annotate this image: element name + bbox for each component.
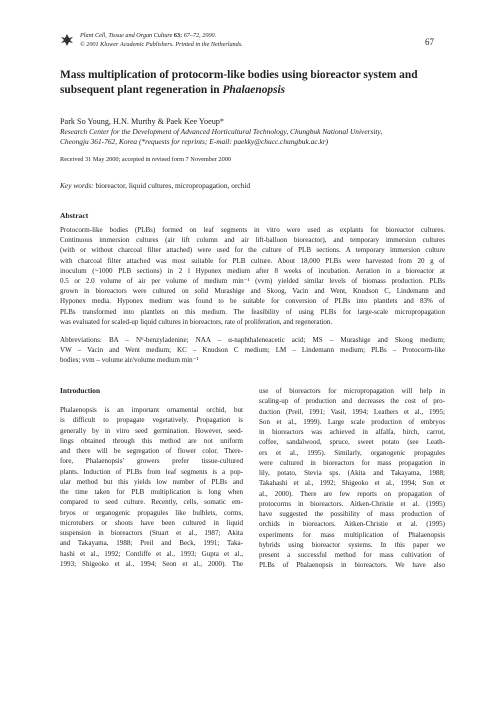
received-dates: Received 31 May 2000; accepted in revised form 7 November 2000 bbox=[60, 156, 232, 163]
copyright-line: © 2001 Kluwer Academic Publishers. Printed in the Netherlands. bbox=[80, 41, 243, 48]
body-line: PLBs of Phalaenopsis in bioreactors. We have also bbox=[259, 561, 445, 570]
body-line: Son et al., 1999). Large scale production of embryos bbox=[259, 417, 445, 426]
body-line: have suggested the possibility of mass production of bbox=[259, 510, 445, 518]
abstract-line: with charcoal filter attached was most suitable for PLB culture. About 18,000 PLBs were harvested from 20 g of bbox=[60, 256, 445, 265]
body-line: experiments for mass multiplication of Phalaenopsis bbox=[259, 530, 445, 539]
body-line: is difficult to propagate vegetatively. Propagation is bbox=[60, 416, 243, 425]
body-line: fore, Phalaenopsis’ growers prefer tissue-cultured bbox=[60, 457, 243, 466]
body-line: protocorms in bioreactors. Aitken-Christie et al. (1995) bbox=[259, 499, 445, 508]
title-genus: Phalaenopsis bbox=[222, 83, 286, 96]
journal-volume: 63: bbox=[173, 32, 183, 39]
body-line: use of bioreactors for micropropagation will help in bbox=[259, 387, 445, 395]
abstract-line: 0.5 or 2.0 volume of air per volume of medium min⁻¹ (vvm) yielded similar levels of biomass production. PLBs bbox=[60, 277, 445, 286]
abstract-line: was evaluated for scaled-up liquid cultures in bioreactors, rate of proliferation, and regeneration. bbox=[60, 317, 333, 326]
body-line: compared to seed culture. Recently, cells, somatic em- bbox=[60, 498, 243, 507]
introduction-heading: Introduction bbox=[60, 386, 101, 395]
abstract-line: PLBs transformed into plantlets on this medium. The feasibility of using PLBs for large-scale micropropagation bbox=[60, 307, 445, 316]
body-line: in bioreactors was achieved in alfalfa, birch, carrot, bbox=[259, 428, 445, 436]
body-line: hybrids using bioreactor systems. In this paper we bbox=[259, 540, 445, 549]
abbreviations bbox=[60, 335, 445, 366]
body-line: generally by in vitro seed germination. However, seed- bbox=[60, 426, 243, 435]
body-line: orchids in bioreactors. Aitken-Christie et al. (1995) bbox=[259, 520, 445, 529]
body-line: Phalaenopsis is an important ornamental orchid, but bbox=[60, 406, 243, 414]
body-line: plants. Induction of PLBs from leaf segments is a pop- bbox=[60, 467, 243, 476]
body-line: al., 2000). There are few reports on propagation of bbox=[259, 489, 445, 498]
body-line: hashi et al., 1992; Contliffe et al., 1993; Gupta et al., bbox=[60, 549, 243, 558]
body-line: bryos or organogenic propagules like bulblets, corms, bbox=[60, 508, 243, 517]
title-line-1: Mass multiplication of protocorm-like bodies using bioreactor system and bbox=[60, 69, 418, 81]
paper-title bbox=[60, 68, 444, 97]
body-line: Takahashi et al., 1992; Shigeoko et al., 1994; Son et bbox=[259, 479, 445, 488]
body-line: and Takayama, 1988; Preil and Beck, 1991; Taka- bbox=[60, 539, 243, 548]
journal-citation bbox=[80, 31, 243, 49]
abstract-line: (with or without charcoal filter attached) were used for the culture of PLB sections. A temporary immersion culture bbox=[60, 246, 445, 255]
abbrev-line: Abbreviations: BA – N⁶-benzyladenine; NAA – α-naphthaleneacetic acid; MS – Murashige and Skoog medium; bbox=[60, 336, 445, 344]
body-line: ular method but this yields low number of PLBs and bbox=[60, 477, 243, 486]
body-line: 1993; Shigeoko et al., 1994; Seon et al., 2000). The bbox=[60, 559, 243, 568]
keywords-list: bioreactor, liquid cultures, micropropagation, orchid bbox=[95, 181, 251, 190]
keywords-label: Key words: bbox=[60, 181, 94, 190]
keywords bbox=[60, 181, 250, 190]
body-line: present a successful method for mass cultivation of bbox=[259, 551, 445, 559]
journal-pages: 67–72, 2000. bbox=[183, 32, 217, 39]
body-line: ers et al., 1995). Similarly, organogenic propagules bbox=[259, 448, 445, 457]
abstract-line: Hyponex media. Hyponex medium was found to be suitable for conversion of PLBs into plantlets and 83% of bbox=[60, 297, 445, 306]
right-column bbox=[259, 386, 445, 571]
body-line: duction (Preil, 1991; Vasil, 1994; Leathers et al., 1995; bbox=[259, 407, 445, 416]
abstract-heading: Abstract bbox=[60, 211, 89, 220]
journal-name: Plant Cell, Tissue and Organ Culture bbox=[80, 32, 173, 39]
affiliation: Research Center for the Development of Advanced Horticultural Technology, Chungbuk National University, Cheongju 361-762, Korea (*requests for reprints; E-mail: paekky@chucc.chungbuk.ac.kr) bbox=[60, 127, 383, 146]
abstract-line: inoculum (~1000 PLB sections) in 2 l Hyponex medium after 8 weeks of incubation. Aeration in a bioreactor at bbox=[60, 266, 445, 275]
page-number: 67 bbox=[425, 37, 434, 47]
body-line: suspension in bioreactors (Stuart et al., 1987; Akita bbox=[60, 529, 243, 537]
left-column bbox=[60, 405, 243, 569]
abstract-line: Continuous immersion cultures (air lift column and air lift-balloon bioreactor), and temporary immersion cultures bbox=[60, 236, 445, 245]
body-line: coffee, sandalwood, spruce, sweet potato (see Leath- bbox=[259, 438, 445, 447]
authors: Park So Young, H.N. Murthy & Paek Kee Yoeup* bbox=[60, 117, 224, 126]
abbrev-line: bodies; vvm – volume air/volume medium min⁻¹ bbox=[60, 356, 199, 365]
body-line: scaling-up of production and decreases the cost of pro- bbox=[259, 397, 445, 406]
abstract-line: grown in bioreactors were cultured on solid Murashige and Skoog, Vacin and Went, Knudson C, Lindemann and bbox=[60, 287, 445, 296]
abbrev-line: VW – Vacin and Went medium; KC – Knudson C medium; LM – Lindemann medium; PLBs – Protocorm-like bbox=[60, 346, 445, 355]
body-line: and there will be segregation of flower color. There- bbox=[60, 447, 243, 455]
body-line: lings obtained through this method are not uniform bbox=[60, 436, 243, 445]
publisher-logo-icon bbox=[60, 33, 74, 47]
abstract-line: Protocorm-like bodies (PLBs) formed on leaf segments in vitro were used as explants for bioreactor cultures. bbox=[60, 226, 445, 234]
body-line: lily, potato, Stevia sps. (Akita and Takayama, 1988; bbox=[259, 469, 445, 477]
body-line: microtubers or shoots have been cultured in liquid bbox=[60, 518, 243, 527]
body-line: the time taken for PLB multiplication is long when bbox=[60, 488, 243, 496]
title-line-2: subsequent plant regeneration in Phalaenopsis bbox=[60, 83, 286, 96]
abstract-body bbox=[60, 225, 445, 327]
body-line: were cultured in bioreactors for mass propagation in bbox=[259, 458, 445, 467]
